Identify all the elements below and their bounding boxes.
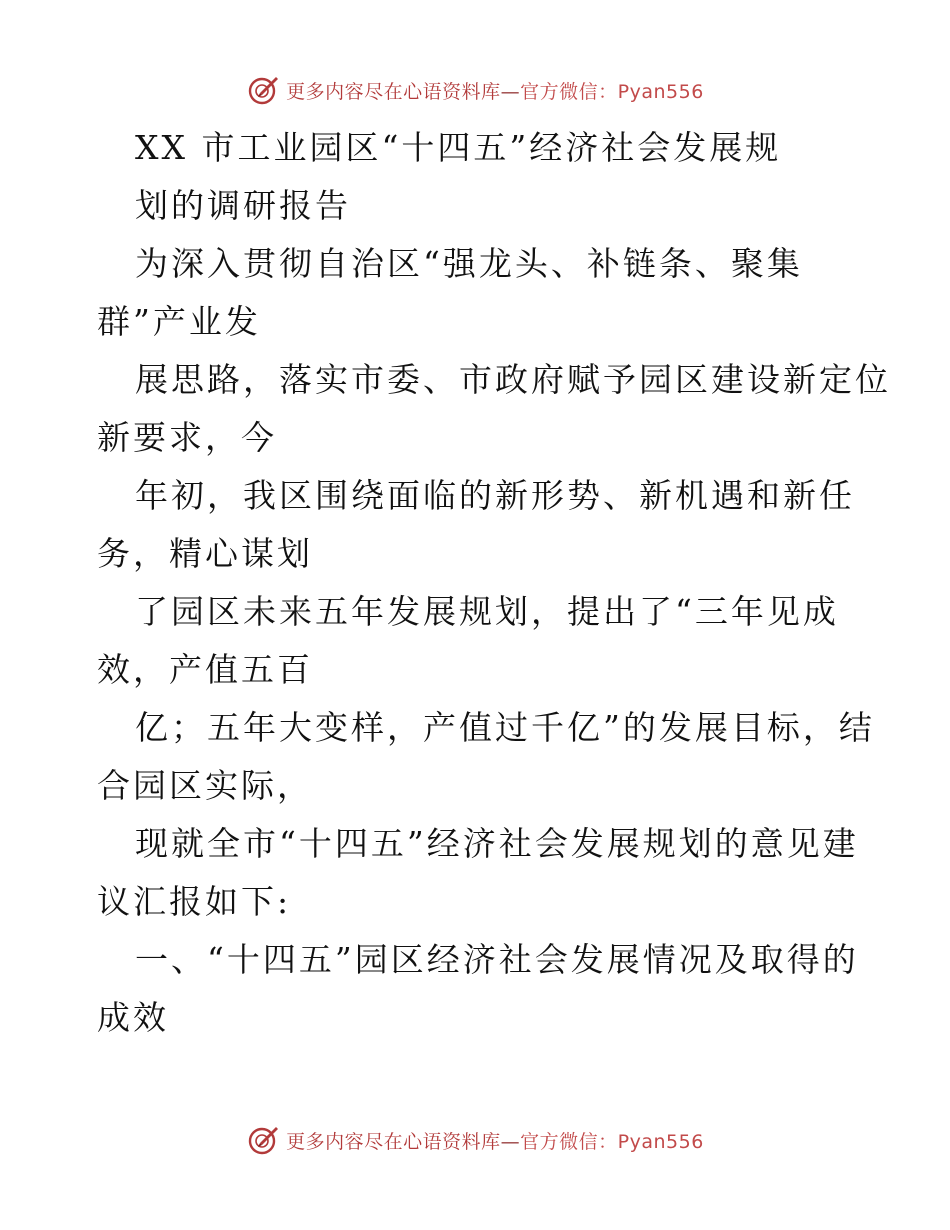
paragraph-line: 了园区未来五年发展规划，提出了“三年见成: [135, 592, 839, 631]
header-watermark: [0, 70, 950, 110]
quill-circle-logo-icon: [246, 1123, 280, 1157]
watermark-main-text: 更多内容尽在心语资料库: [286, 1130, 501, 1153]
watermark-separator: —: [500, 1130, 521, 1153]
paragraph-line: 年初，我区围绕面临的新形势、新机遇和新任: [135, 476, 855, 515]
paragraph-line: 现就全市“十四五”经济社会发展规划的意见建: [135, 824, 859, 863]
paragraph-line: 亿；五年大变样，产值过千亿”的发展目标，结: [135, 708, 875, 747]
quill-circle-logo-icon: [246, 73, 280, 107]
document-title-line-1: XX 市工业园区“十四五”经济社会发展规: [135, 128, 782, 167]
paragraph-line: 群”产业发: [97, 302, 261, 341]
paragraph-line: 务，精心谋划: [97, 534, 313, 573]
paragraph-line: 效，产值五百: [97, 650, 313, 689]
paragraph-line: 合园区实际，: [97, 766, 313, 805]
watermark-main-text: 更多内容尽在心语资料库: [286, 80, 501, 103]
paragraph-line: 展思路，落实市委、市政府赋予园区建设新定位: [135, 360, 891, 399]
document-title-line-2: 划的调研报告: [135, 186, 351, 225]
section-heading-line: 成效: [97, 998, 169, 1037]
watermark-separator: —: [500, 80, 521, 103]
footer-watermark: [0, 1120, 950, 1160]
section-heading-line: 一、“十四五”园区经济社会发展情况及取得的: [135, 940, 859, 979]
paragraph-line: 议汇报如下:: [97, 882, 292, 921]
paragraph-line: 为深入贯彻自治区“强龙头、补链条、聚集: [135, 244, 803, 283]
watermark-wechat-text: 官方微信：Pyan556: [520, 80, 704, 103]
watermark-wechat-text: 官方微信：Pyan556: [520, 1130, 704, 1153]
paragraph-line: 新要求，今: [97, 418, 277, 457]
